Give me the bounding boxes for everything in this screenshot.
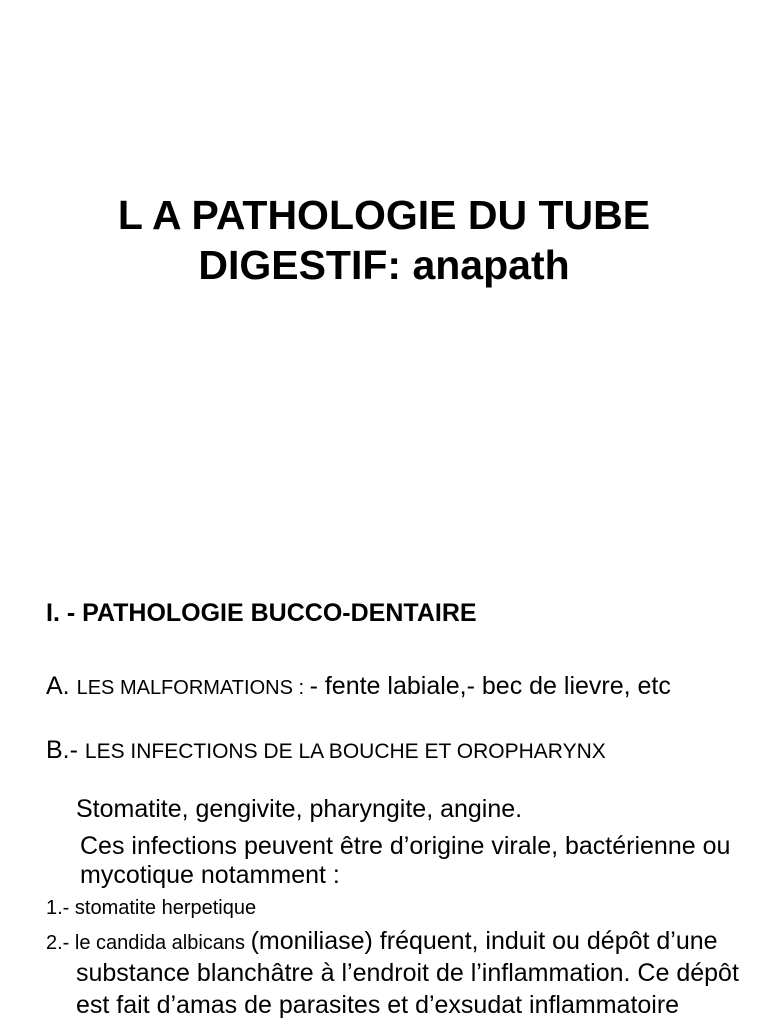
item-a-label: LES MALFORMATIONS : — [76, 677, 310, 699]
item-b-line-2: Ces infections peuvent être d’origine virale, bactérienne ou mycotique notamment : — [80, 832, 731, 889]
item-2-text: (moniliase) fréquent, induit ou dépôt d’une substance blanchâtre à l’endroit de l’inflammation. Ce dépôt est fait d’amas de parasites et d’exsudat inflammatoire — [76, 927, 739, 1019]
list-item-a — [46, 672, 768, 701]
section-heading: I. - PATHOLOGIE BUCCO-DENTAIRE — [46, 599, 477, 627]
list-item-b — [46, 736, 768, 767]
list-item-1: 1.- stomatite herpetique — [46, 897, 257, 919]
item-2-label: le candida albicans — [74, 932, 251, 954]
item-b-label: LES INFECTIONS DE LA BOUCHE ET OROPHARYNX — [84, 740, 606, 763]
item-a-text: - fente labiale,- bec de lievre, etc — [309, 672, 671, 700]
page-title — [0, 190, 768, 290]
list-item-2 — [46, 927, 768, 1023]
title-line-2: DIGESTIF: anapath — [198, 242, 570, 288]
item-b-marker: B.- — [46, 736, 85, 764]
title-line-1: L A PATHOLOGIE DU TUBE — [117, 192, 651, 238]
item-b-line-1: Stomatite, gengivite, pharyngite, angine. — [76, 795, 523, 823]
item-a-marker: A. — [46, 672, 77, 700]
item-2-marker: 2.- — [46, 932, 75, 954]
